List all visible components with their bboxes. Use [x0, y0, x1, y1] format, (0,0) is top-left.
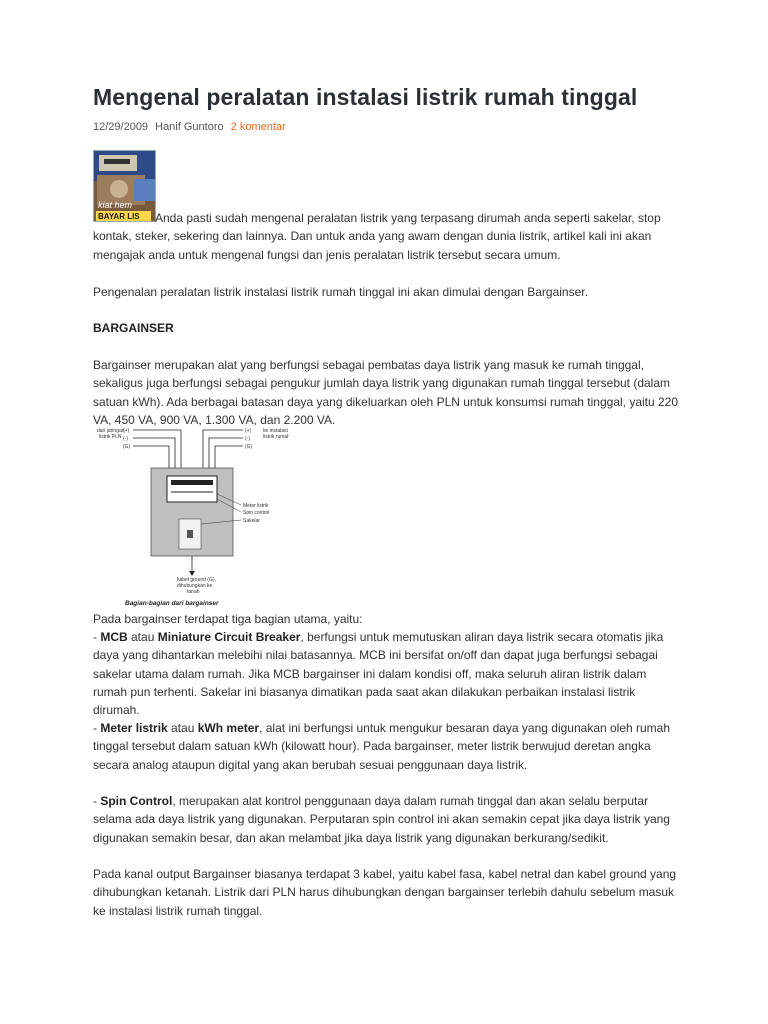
- diagram-left-minus: (-): [123, 436, 128, 442]
- meter-connector: atau: [167, 721, 198, 735]
- post-title[interactable]: Mengenal peralatan instalasi listrik rumah tinggal: [93, 84, 638, 110]
- meter-window: [167, 476, 217, 502]
- paragraph-intro-bargainser: Pengenalan peralatan listrik instalasi listrik rumah tinggal ini akan dimulai dengan Bargainser.: [93, 285, 588, 299]
- kwh-term: kWh meter: [197, 721, 260, 735]
- heading-bargainser: BARGAINSER: [93, 321, 174, 335]
- paragraph-meter: [93, 719, 681, 774]
- meter-prefix: -: [93, 721, 101, 735]
- thumb-caption-1: kiat hem: [98, 200, 133, 210]
- mcb-prefix: -: [93, 630, 101, 644]
- post-date: 12/29/2009: [93, 121, 149, 133]
- diagram-ground-label-2: dihubungkan ke: [177, 583, 213, 589]
- diagram-right-label-2: listrik rumah: [263, 434, 289, 440]
- thumb-caption-2: BAYAR LIS: [98, 212, 140, 221]
- diagram-left-label-2: listrik PLN: [99, 434, 122, 440]
- meter-term: Meter listrik: [100, 721, 168, 735]
- diagram-left-plus: (+): [123, 428, 130, 434]
- paragraph-mcb: [93, 628, 681, 719]
- mcb-connector: atau: [127, 630, 158, 644]
- diagram-left-label-1: dari jaringan: [97, 428, 125, 434]
- diagram-meter-label: Meter listrik: [243, 503, 269, 509]
- diagram-left-g: (G): [123, 444, 131, 450]
- bargainser-diagram: [93, 424, 289, 610]
- mcb-description: , berfungsi untuk memutuskan aliran daya listrik secara otomatis jika daya yang dihantarkan melebihi nilai batasannya. MCB ini bersifat on/off dan dapat juga berfungsi sebagai sakelar utama dalam rumah. Jika MCB bargainser ini dalam kondisi off, maka seluruh aliran listrik dalam rumah pun terhenti. Sakelar ini biasanya dimatikan pada saat akan dilakukan perbaikan instalasi listrik dirumah.: [93, 630, 664, 718]
- diagram-spin-label: Spin control: [243, 510, 270, 516]
- diagram-wires-right: [203, 430, 243, 468]
- intro-paragraph: Anda pasti sudah mengenal peralatan listrik yang terpasang dirumah anda seperti sakelar, stop kontak, steker, sekering dan lainnya. Dan untuk anda yang awam dengan dunia listrik, artikel kali ini akan mengajak anda untuk mengenal fungsi dan jenis peralatan listrik tersebut secara umum.: [93, 211, 661, 262]
- diagram-right-g: (G): [245, 444, 253, 450]
- diagram-sakelar-label: Sakelar: [243, 518, 260, 524]
- mcb-term: MCB: [100, 630, 128, 644]
- diagram-right-minus: (-): [245, 436, 250, 442]
- paragraph-parts-intro: Pada bargainser terdapat tiga bagian utama, yaitu:: [93, 612, 363, 626]
- mcb-full-term: Miniature Circuit Breaker: [157, 630, 301, 644]
- diagram-ground-label-3: tanah: [187, 589, 200, 595]
- paragraph-bargainser: Bargainser merupakan alat yang berfungsi sebagai pembatas daya listrik yang masuk ke rumah tinggal, sekaligus juga berfungsi sebagai pengukur jumlah daya listrik yang digunakan rumah tinggal tersebut (dalam satuan kWh). Ada berbagai batasan daya yang dikeluarkan oleh PLN untuk konsumsi rumah tinggal, yaitu 220 VA, 450 VA, 900 VA, 1.300 VA, dan 2.200 VA.: [93, 358, 679, 427]
- spin-term: Spin Control: [100, 794, 173, 808]
- diagram-right-plus: (+): [245, 428, 252, 434]
- paragraph-spin: [93, 792, 681, 847]
- post-author[interactable]: Hanif Guntoro: [155, 121, 224, 133]
- diagram-right-label-1: ke instalasi: [263, 428, 288, 434]
- spin-prefix: -: [93, 794, 101, 808]
- comments-link[interactable]: 2 komentar: [230, 121, 286, 133]
- diagram-ground-label-1: kabel ground (G),: [177, 577, 216, 583]
- post-meta: [93, 121, 286, 133]
- diagram-caption: Bagian-bagian dari bargainser: [125, 600, 219, 607]
- paragraph-output: Pada kanal output Bargainser biasanya terdapat 3 kabel, yaitu kabel fasa, kabel netral dan kabel ground yang dihubungkan ketanah. Listrik dari PLN harus dihubungkan dengan bargainser terlebih dahulu sebelum masuk ke instalasi listrik rumah tinggal.: [93, 867, 677, 918]
- spin-description: , merupakan alat kontrol penggunaan daya dalam rumah tinggal dan akan selalu berputar selama ada daya listrik yang digunakan. Perputaran spin control ini akan semakin cepat jika daya listrik yang digunakan semakin besar, dan akan melambat jika daya listrik yang digunakan berkurang/sedikit.: [93, 794, 670, 845]
- diagram-wires-left: [133, 430, 181, 468]
- meter-description: , alat ini berfungsi untuk mengukur besaran daya yang digunakan oleh rumah tinggal tersebut dalam satuan kWh (kilowatt hour). Pada bargainser, meter listrik berwujud deretan angka secara analog ataupun digital yang akan berubah sesuai penggunaan daya listrik.: [93, 721, 671, 772]
- section-heading: [93, 319, 681, 337]
